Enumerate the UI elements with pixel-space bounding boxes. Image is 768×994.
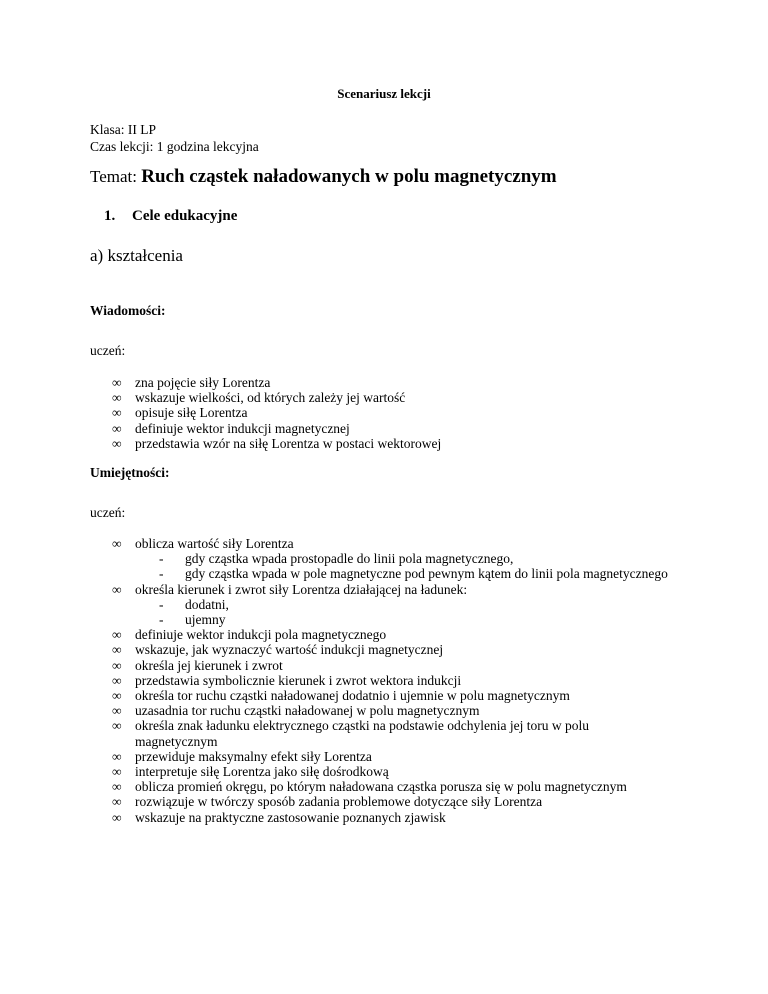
infinity-bullet-icon: ∞ [112, 375, 122, 390]
list-item: ∞ opisuje siłę Lorentza [112, 405, 248, 421]
infinity-bullet-icon: ∞ [112, 779, 122, 795]
list-item: ∞ przewiduje maksymalny efekt siły Lorentza [112, 748, 372, 764]
list-item: ∞ określa jej kierunek i zwrot [112, 657, 283, 673]
dash-bullet: - [159, 566, 164, 582]
infinity-bullet-icon: ∞ [112, 703, 122, 719]
infinity-bullet-icon: ∞ [112, 657, 122, 673]
dash-bullet: - [159, 612, 164, 628]
list-item: ∞ uzasadnia tor ruchu cząstki naładowanej w polu magnetycznym [112, 703, 480, 719]
duration-line: Czas lekcji: 1 godzina lekcyjna [90, 139, 259, 154]
dash-bullet: - [159, 551, 164, 567]
list-item: ∞ zna pojęcie siły Lorentza [112, 375, 271, 390]
infinity-bullet-icon: ∞ [112, 809, 122, 825]
list-item: ∞ wskazuje na praktyczne zastosowanie poznanych zjawisk [112, 809, 446, 825]
infinity-bullet-icon: ∞ [112, 764, 122, 780]
list-item: ∞ wskazuje wielkości, od których zależy jej wartość [112, 390, 406, 406]
infinity-bullet-icon: ∞ [112, 536, 122, 551]
list-item: ∞ przedstawia symbolicznie kierunek i zwrot wektora indukcji [112, 672, 462, 688]
section-title: Cele edukacyjne [132, 208, 238, 224]
topic-title: Ruch cząstek naładowanych w polu magnetycznym [141, 166, 557, 187]
skills-list [112, 536, 672, 825]
section-number: 1. [104, 208, 116, 224]
infinity-bullet-icon: ∞ [112, 718, 122, 734]
infinity-bullet-icon: ∞ [112, 390, 122, 406]
infinity-bullet-icon: ∞ [112, 581, 122, 597]
sub-list-item: - dodatni, [159, 596, 229, 612]
list-item: ∞ oblicza promień okręgu, po którym naładowana cząstka porusza się w polu magnetycznym [112, 779, 627, 795]
section-heading [104, 208, 237, 225]
infinity-bullet-icon: ∞ [112, 642, 122, 658]
list-item: ∞ interpretuje siłę Lorentza jako siłę dośrodkową [112, 764, 389, 780]
list-item: ∞ określa znak ładunku elektrycznego cząstki na podstawie odchylenia jej toru w polu magnetycznym [112, 718, 589, 749]
class-line: Klasa: II LP [90, 122, 156, 137]
list-item: ∞ określa tor ruchu cząstki naładowanej dodatnio i ujemnie w polu magnetycznym [112, 688, 570, 704]
infinity-bullet-icon: ∞ [112, 688, 122, 704]
infinity-bullet-icon: ∞ [112, 420, 122, 436]
list-item: ∞ rozwiązuje w twórczy sposób zadania problemowe dotyczące siły Lorentza [112, 794, 543, 810]
lesson-meta [90, 121, 259, 155]
subsection-heading: a) kształcenia [90, 246, 183, 265]
infinity-bullet-icon: ∞ [112, 794, 122, 810]
dash-bullet: - [159, 596, 164, 612]
knowledge-list [112, 375, 672, 451]
sub-list [135, 551, 672, 581]
list-item: ∞ określa kierunek i zwrot siły Lorentza działającej na ładunek: - dodatni, - ujemny [112, 582, 672, 628]
knowledge-label: Wiadomości: [90, 303, 166, 318]
lesson-topic [90, 166, 557, 188]
sub-list-item: - gdy cząstka wpada w pole magnetyczne pod pewnym kątem do linii pola magnetycznego [159, 566, 668, 582]
infinity-bullet-icon: ∞ [112, 748, 122, 764]
topic-prefix: Temat: [90, 167, 142, 186]
infinity-bullet-icon: ∞ [112, 672, 122, 688]
list-item: ∞ wskazuje, jak wyznaczyć wartość indukcji magnetycznej [112, 642, 444, 658]
list-item: ∞ definiuje wektor indukcji pola magnetycznego [112, 627, 387, 643]
knowledge-student: uczeń: [90, 343, 126, 358]
infinity-bullet-icon: ∞ [112, 405, 122, 421]
list-item: ∞ definiuje wektor indukcji magnetycznej [112, 420, 350, 436]
document-heading: Scenariusz lekcji [337, 86, 431, 101]
infinity-bullet-icon: ∞ [112, 435, 122, 451]
sub-list [135, 597, 672, 627]
list-item: ∞ przedstawia wzór na siłę Lorentza w postaci wektorowej [112, 435, 442, 451]
list-item: ∞ oblicza wartość siły Lorentza - gdy cząstka wpada prostopadle do linii pola magnetycznego, - gdy cząstka wpada w pole magnetyczne pod pewnym kątem do linii pola magnetycznego [112, 536, 672, 582]
sub-list-item: - ujemny [159, 612, 226, 628]
skills-label: Umiejętności: [90, 465, 170, 480]
skills-student: uczeń: [90, 505, 126, 520]
sub-list-item: - gdy cząstka wpada prostopadle do linii pola magnetycznego, [159, 551, 514, 567]
infinity-bullet-icon: ∞ [112, 627, 122, 643]
